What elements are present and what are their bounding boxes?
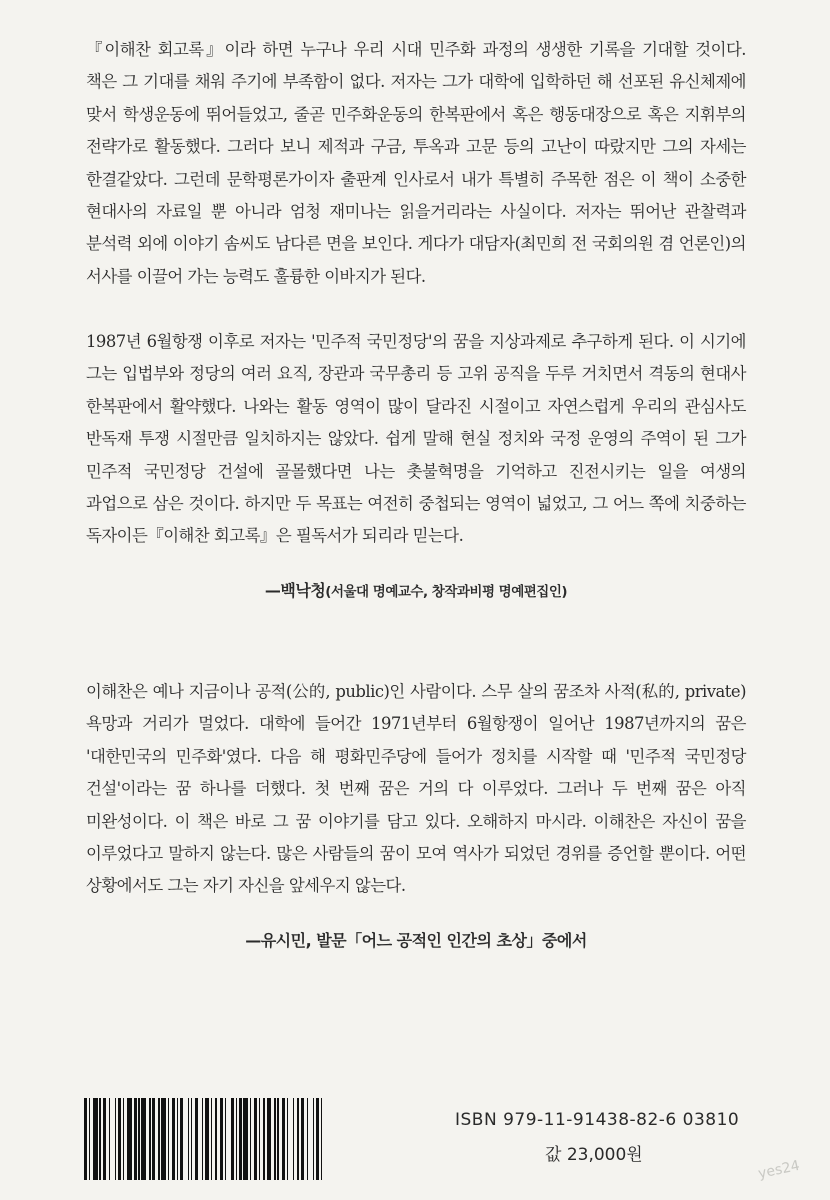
isbn-number: ISBN 979-11-91438-82-6 03810 [455,1110,740,1130]
reviewer-affiliation: (서울대 명예교수, 창작과비평 명예편집인) [325,584,568,600]
watermark-logo: yes24 [756,1157,802,1183]
price-label: 값 23,000원 [545,1145,643,1165]
review-1-signature [86,578,746,601]
review-paragraph-2: 1987년 6월항쟁 이후로 저자는 '민주적 국민정당'의 꿈을 지상과제로 추구하게 된다. 이 시기에 그는 입법부와 정당의 여러 요직, 장관과 국무총리 등 고위 공직을 두루 거치면서 격동의 현대사 한복판에서 활약했다. 나와는 활동 영역이 많이 달라진 시절이고 자연스럽게 우리의 관심사도 반독재 투쟁 시절만큼 일치하지는 않았다. 쉽게 말해 현실 정치와 국정 운영의 주역이 된 그가 민주적 국민정당 건설에 골몰했다면 나는 촛불혁명을 기억하고 진전시키는 일을 여생의 과업으로 삼은 것이다. 하지만 두 목표는 여전히 중첩되는 영역이 넓었고, 그 어느 쪽에 치중하는 독자이든『이해찬 회고록』은 필독서가 되리라 믿는다. [86,332,746,546]
review-2-signature: —유시민, 발문「어느 공적인 인간의 초상」중에서 [245,931,587,950]
review-paragraph-1: 『이해찬 회고록』이라 하면 누구나 우리 시대 민주화 과정의 생생한 기록을 기대할 것이다. 책은 그 기대를 채워 주기에 부족함이 없다. 저자는 그가 대학에 입학하던 해 선포된 유신체제에 맞서 학생운동에 뛰어들었고, 줄곧 민주화운동의 한복판에서 혹은 행동대장으로 혹은 지휘부의 전략가로 활동했다. 그러다 보니 제적과 구금, 투옥과 고문 등의 고난이 따랐지만 그의 자세는 한결같았다. 그런데 문학평론가이자 출판계 인사로서 내가 특별히 주목한 점은 이 책이 소중한 현대사의 자료일 뿐 아니라 엄청 재미나는 읽을거리라는 사실이다. 저자는 뛰어난 관찰력과 분석력 외에 이야기 솜씨도 남다른 면을 보인다. 게다가 대담자(최민희 전 국회의원 겸 언론인)의 서사를 이끌어 가는 능력도 훌륭한 이바지가 된다. [86,40,746,286]
reviewer-name: —백낙청 [264,581,326,600]
barcode [84,1098,400,1180]
barcode-space [322,1098,325,1180]
review-paragraph-3: 이해찬은 예나 지금이나 공적(公的, public)인 사람이다. 스무 살의 꿈조차 사적(私的, private) 욕망과 거리가 멀었다. 대학에 들어간 1971년부터 6월항쟁이 일어난 1987년까지의 꿈은 '대한민국의 민주화'였다. 다음 해 평화민주당에 들어가 정치를 시작할 때 '민주적 국민정당 건설'이라는 꿈 하나를 더했다. 첫 번째 꿈은 거의 다 이루었다. 그러나 두 번째 꿈은 아직 미완성이다. 이 책은 바로 그 꿈 이야기를 담고 있다. 오해하지 마시라. 이해찬은 자신이 꿈을 이루었다고 말하지 않는다. 많은 사람들의 꿈이 모여 역사가 되었던 경위를 증언할 뿐이다. 어떤 상황에서도 그는 자기 자신을 앞세우지 않는다. [86,682,746,896]
